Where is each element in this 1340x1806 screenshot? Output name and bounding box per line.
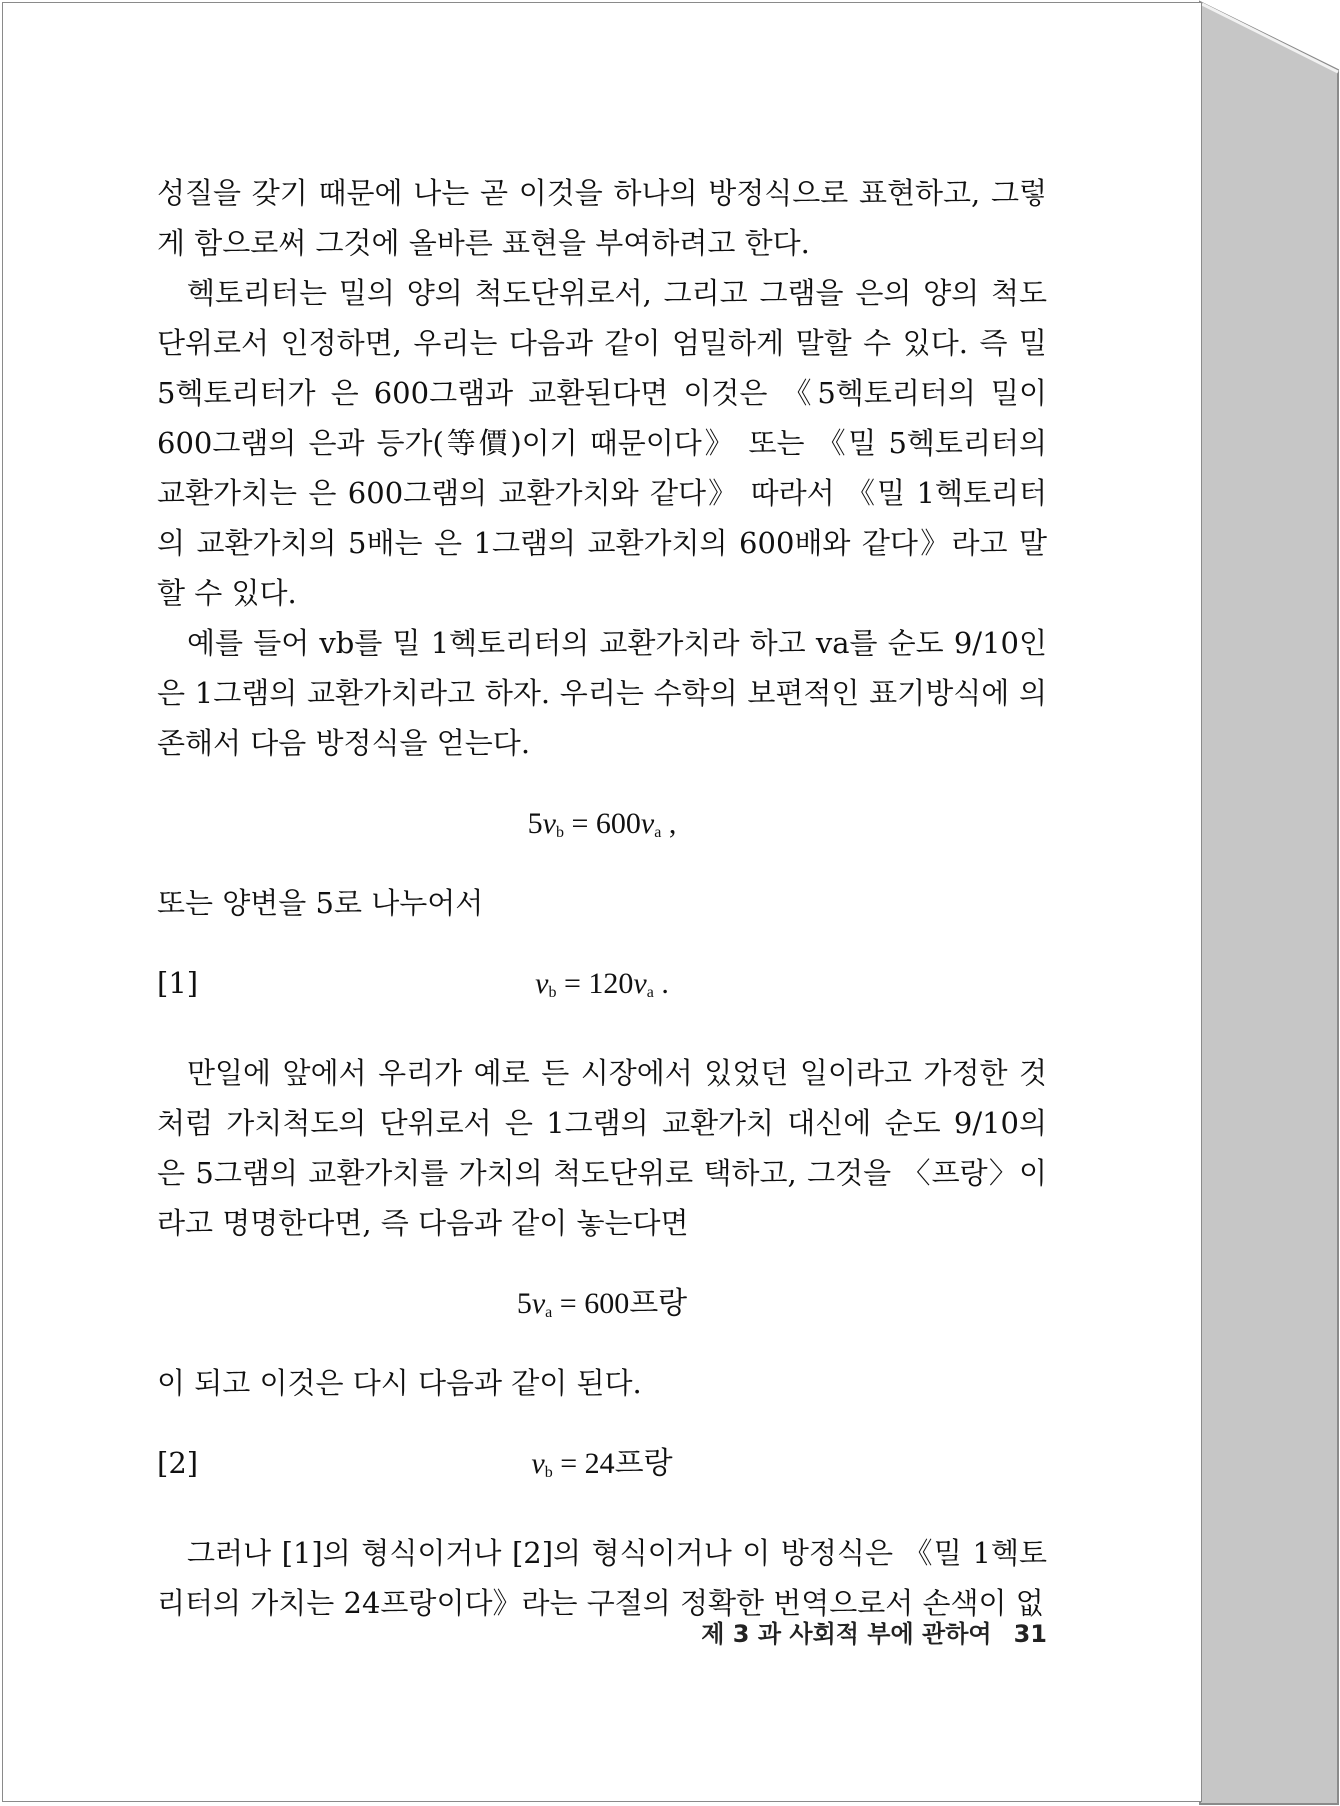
page-body: [157, 168, 1047, 1628]
equation: [157, 798, 1047, 848]
paragraph: 또는 양변을 5로 나누어서: [157, 886, 484, 920]
equation: [157, 1438, 1047, 1488]
equation-text: $v_b = 120v_a$ .: [535, 967, 669, 1001]
equation-number: [2]: [157, 1446, 199, 1480]
paragraph: 그러나 [1]의 형식이거나 [2]의 형식이거나 이 방정식은 《밀 1헥토리터의 가치는 24프랑이다》라는 구절의 정확한 번역으로서 손색이 없: [157, 1536, 1047, 1620]
equation-number: [1]: [157, 966, 199, 1000]
equation-text: $5v_b = 600v_a$ ,: [527, 807, 677, 841]
paragraph: 만일에 앞에서 우리가 예로 든 시장에서 있었던 일이라고 가정한 것처럼 가치척도의 단위로서 은 1그램의 교환가치 대신에 순도 9/10의 은 5그램의 교환가치를 가치의 척도단위로 택하고, 그것을 〈프랑〉이라고 명명한다면, 즉 다음과 같이 놓는다면: [157, 1056, 1047, 1240]
paragraph: 이 되고 이것은 다시 다음과 같이 된다.: [157, 1366, 642, 1400]
paragraph: 예를 들어 vb를 밀 1헥토리터의 교환가치라 하고 va를 순도 9/10인 은 1그램의 교환가치라고 하자. 우리는 수학의 보편적인 표기방식에 의존해서 다음 방정식을 얻는다.: [157, 626, 1047, 760]
equation: [157, 1278, 1047, 1328]
chapter-title: 제 3 과 사회적 부에 관하여: [701, 1620, 992, 1648]
running-footer: [157, 1614, 1047, 1649]
paragraph: 성질을 갖기 때문에 나는 곧 이것을 하나의 방정식으로 표현하고, 그렇게 함으로써 그것에 올바른 표현을 부여하려고 한다.: [157, 176, 1047, 260]
equation: [157, 958, 1047, 1008]
equation-text: $v_b = 24$프랑: [531, 1447, 673, 1481]
equation-text: $5v_a = 600$프랑: [516, 1287, 688, 1321]
paragraph: 헥토리터는 밀의 양의 척도단위로서, 그리고 그램을 은의 양의 척도단위로서 인정하면, 우리는 다음과 같이 엄밀하게 말할 수 있다. 즉 밀 5헥토리터가 은 600그램과 교환된다면 이것은 《5헥토리터의 밀이 600그램의 은과 등가(等價)이기 때문이다》 또는 《밀 5헥토리터의 교환가치는 은 600그램의 교환가치와 같다》 따라서 《밀 1헥토리터의 교환가치의 5배는 은 1그램의 교환가치의 600배와 같다》라고 말할 수 있다.: [157, 276, 1047, 610]
page-number: 31: [1013, 1620, 1047, 1648]
